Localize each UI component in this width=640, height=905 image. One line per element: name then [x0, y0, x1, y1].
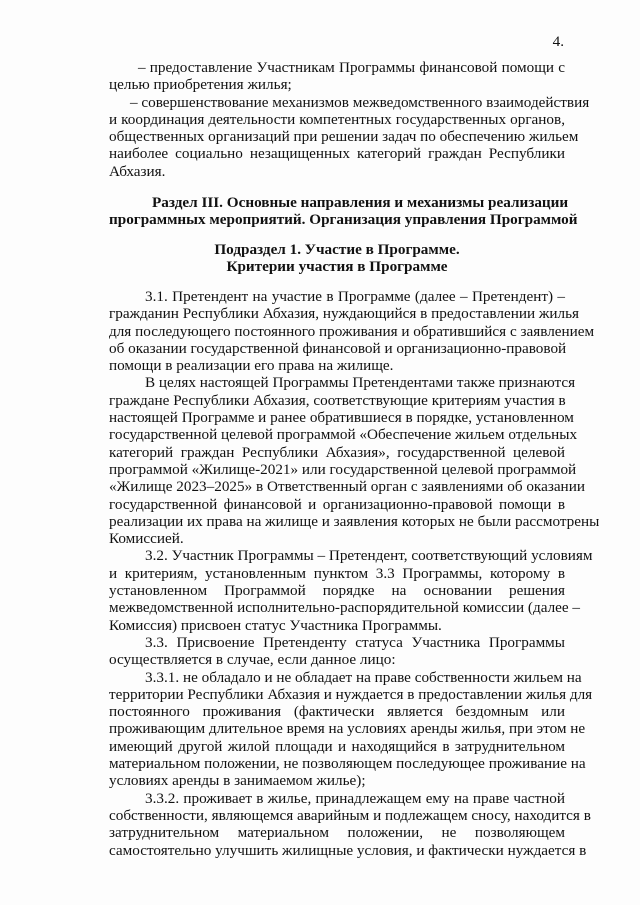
body	[109, 288, 600, 859]
text-line: граждане Республики Абхазия, соответствующие критериям участия в	[109, 391, 566, 409]
text-line: осуществляется в случае, если данное лицо:	[109, 651, 396, 669]
text-line: программных мероприятий. Организация управления Программой	[109, 211, 578, 229]
paragraph	[109, 241, 565, 276]
text-line: и координация деятельности компетентных государственных органов,	[109, 110, 565, 128]
subsection-heading	[109, 241, 565, 276]
paragraph	[109, 59, 565, 94]
text-line: государственной финансовой и организационно-правовой помощи в	[109, 495, 565, 513]
text-line: наиболее социально незащищенных категорий граждан Республики	[109, 145, 565, 163]
text-line: программой «Жилище-2021» или государственной целевой программой	[109, 460, 577, 478]
text-line: об оказании государственной финансовой и организационно-правовой	[109, 339, 567, 357]
text-line: 3.2. Участник Программы – Претендент, соответствующий условиям	[145, 547, 593, 565]
section-heading	[109, 194, 578, 229]
text-line: общественных организаций при решении задач по обеспечению жильем	[109, 128, 579, 146]
text-line: реализации их права на жилище и заявления которых не были рассмотрены	[109, 512, 600, 530]
text-line: проживающим длительное время на условиях аренды жилья, при этом не	[109, 720, 586, 738]
text-line: категорий граждан Республики Абхазия», государственной целевой	[109, 443, 565, 461]
text-line: 3.3.2. проживает в жилье, принадлежащем ему на праве частной	[145, 789, 565, 807]
paragraph	[109, 668, 593, 790]
text-line: для последующего постоянного проживания и обратившийся с заявлением	[109, 322, 595, 340]
text-line: настоящей Программе и ранее обратившиеся в порядке, установленном	[109, 409, 574, 427]
text-line: – предоставление Участникам Программы финансовой помощи с	[138, 59, 565, 76]
paragraph	[109, 547, 593, 634]
text-line: условиях аренды в занимаемом жилье);	[109, 772, 366, 790]
text-line: гражданин Республики Абхазия, нуждающийся в предоставлении жилья	[109, 305, 579, 323]
text-line: Абхазия.	[109, 162, 166, 180]
text-line: целью приобретения жилья;	[109, 76, 292, 94]
text-line: Раздел III. Основные направления и механизмы реализации	[152, 194, 569, 211]
text-line: государственной целевой программой «Обеспечение жильем отдельных	[109, 426, 578, 444]
text-line: Комиссия) присвоен статус Участника Программы.	[109, 616, 442, 634]
goals	[109, 59, 590, 180]
paragraph	[109, 93, 590, 180]
text-line: помощи в реализации его права на жилище.	[109, 357, 394, 375]
text-line: 3.3. Присвоение Претенденту статуса Участника Программы	[145, 633, 565, 651]
paragraph	[109, 374, 600, 548]
text-line: «Жилище 2023–2025» в Ответственный орган с заявлениями об оказании	[109, 478, 585, 496]
text-line: – совершенствование механизмов межведомственного взаимодействия	[130, 93, 590, 111]
text-line: постоянного проживания (фактически является бездомным или	[109, 703, 565, 721]
text-line: Подраздел 1. Участие в Программе.	[214, 241, 460, 258]
text-line: установленном Программой порядке на основании решения	[109, 582, 565, 600]
text-line: имеющий другой жилой площади и находящийся в затруднительном	[109, 737, 565, 755]
text-line: и критериям, установленным пунктом 3.3 Программы, которому в	[109, 564, 565, 582]
text-line: самостоятельно улучшить жилищные условия, и фактически нуждается в	[109, 841, 587, 859]
text-line: затруднительном материальном положении, не позволяющем	[109, 824, 565, 842]
paragraph	[109, 288, 595, 375]
text-line: территории Республики Абхазия и нуждается в предоставлении жилья для	[109, 685, 593, 703]
text-line: 3.1. Претендент на участие в Программе (далее – Претендент) –	[145, 288, 565, 305]
paragraph	[109, 634, 565, 669]
paragraph	[109, 789, 591, 859]
paragraph	[109, 194, 578, 229]
text-line: 3.3.1. не обладало и не обладает на праве собственности жильем на	[145, 668, 582, 686]
text-line: В целях настоящей Программы Претендентами также признаются	[145, 374, 576, 392]
text-line: материальном положении, не позволяющем последующее проживание на	[109, 755, 586, 773]
text-line: Критерии участия в Программе	[226, 258, 448, 276]
page-number: 4.	[552, 33, 564, 50]
text-line: Комиссией.	[109, 530, 184, 548]
text-line: межведомственной исполнительно-распорядительной комиссии (далее –	[109, 599, 581, 617]
text-line: собственности, являющемся аварийным и подлежащем сносу, находится в	[109, 806, 591, 824]
